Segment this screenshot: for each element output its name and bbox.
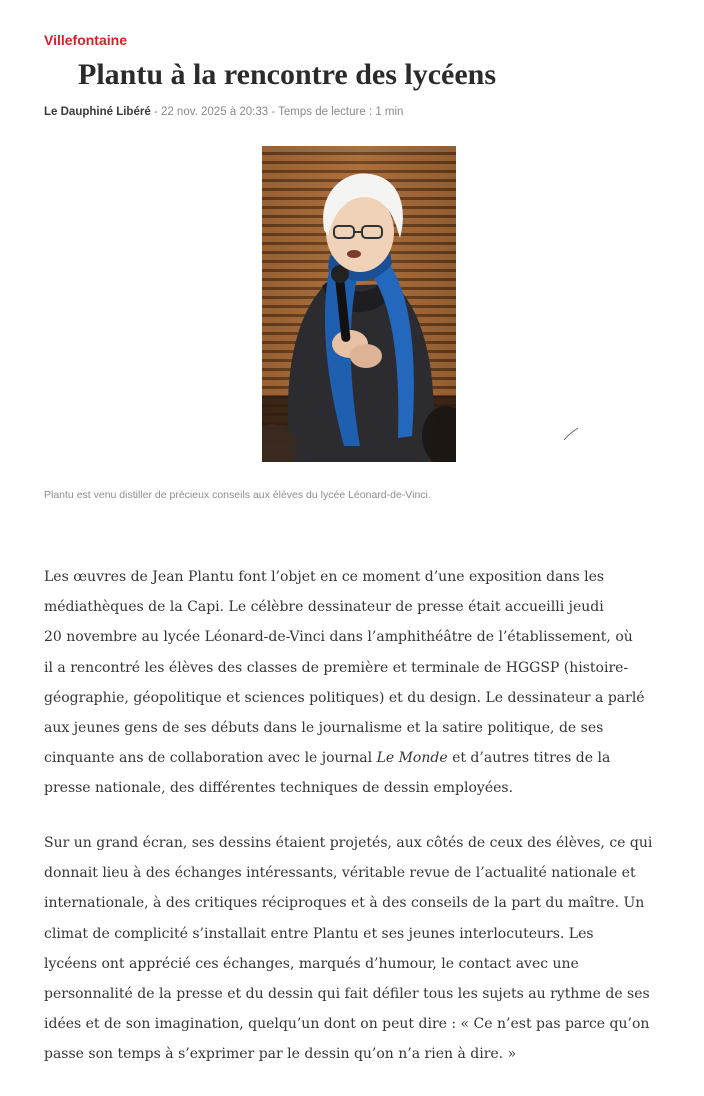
paragraph-text: cinquante ans de collaboration avec le journal: [44, 750, 377, 767]
paragraph-line: médiathèques de la Capi. Le célèbre dessinateur de presse était accueilli jeudi: [44, 599, 604, 616]
paragraph-line: passe son temps à s’exprimer par le dessin qu’on n’a rien à dire. »: [44, 1046, 517, 1063]
paragraph-line: donnait lieu à des échanges intéressants, véritable revue de l’actualité nationale et: [44, 865, 636, 882]
paragraph-line: personnalité de la presse et du dessin qui fait défiler tous les sujets au rythme de ses: [44, 986, 650, 1003]
scan-mark: [562, 426, 580, 442]
paragraph-line: aux jeunes gens de ses débuts dans le journalisme et la satire politique, de ses: [44, 720, 604, 737]
paragraph-line: idées et de son imagination, quelqu’un dont on peut dire : « Ce n’est pas parce qu’on: [44, 1016, 650, 1033]
byline-source[interactable]: Le Dauphiné Libéré: [44, 106, 151, 118]
paragraph-line: climat de complicité s’installait entre Plantu et ses jeunes interlocuteurs. Les: [44, 925, 594, 942]
article-photo: [262, 146, 456, 462]
newspaper-title: Le Monde: [376, 750, 448, 767]
paragraph-line: géographie, géopolitique et sciences politiques) et du design. Le dessinateur a parlé: [44, 689, 645, 706]
paragraph-line: lycéens ont apprécié ces échanges, marqués d’humour, le contact avec une: [44, 955, 579, 972]
paragraph-line: Sur un grand écran, ses dessins étaient projetés, aux côtés de ceux des élèves, ce qui: [44, 835, 653, 851]
byline: [44, 106, 403, 118]
paragraph-line: presse nationale, des différentes techniques de dessin employées.: [44, 780, 514, 797]
article-paragraph-2: [44, 828, 684, 1070]
paragraph-line: internationale, à des critiques réciproques et à des conseils de la part du maître. Un: [44, 895, 645, 912]
article-title: Plantu à la rencontre des lycéens: [78, 58, 497, 91]
paragraph-line: Les œuvres de Jean Plantu font l’objet en ce moment d’une exposition dans les: [44, 569, 605, 585]
paragraph-line: 20 novembre au lycée Léonard-de-Vinci dans l’amphithéâtre de l’établissement, où: [44, 629, 633, 646]
photo-caption: Plantu est venu distiller de précieux conseils aux élèves du lycée Léonard-de-Vinci.: [44, 489, 431, 501]
paragraph-line: [44, 743, 684, 773]
photo-illustration: [262, 146, 456, 462]
byline-meta: - 22 nov. 2025 à 20:33 - Temps de lecture : 1 min: [150, 106, 404, 118]
section-label[interactable]: Villefontaine: [44, 32, 127, 48]
paragraph-text: et d’autres titres de la: [447, 750, 611, 767]
article-paragraph-1: [44, 562, 684, 804]
paragraph-line: il a rencontré les élèves des classes de première et terminale de HGGSP (histoire-: [44, 659, 629, 676]
